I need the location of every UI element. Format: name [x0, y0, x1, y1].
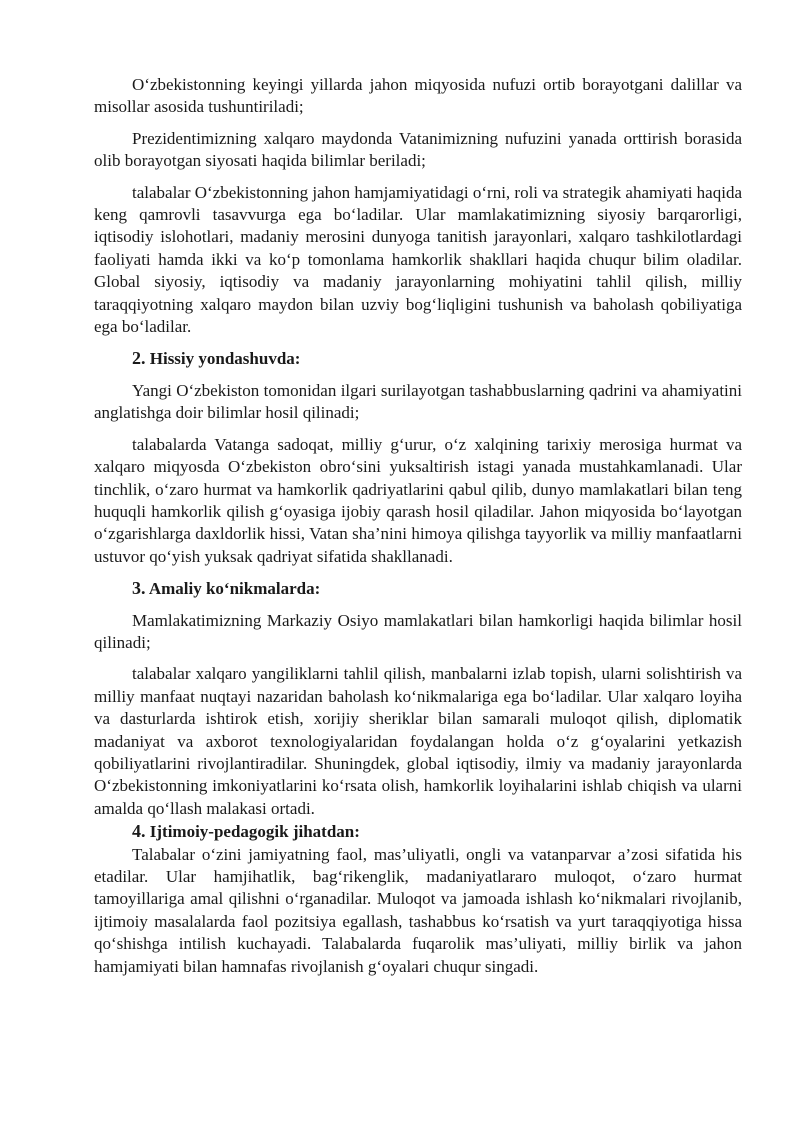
section-heading-social: [94, 820, 742, 843]
section-title: Ijtimoiy-pedagogik jihatdan:: [149, 822, 360, 842]
section-number: 4.: [132, 821, 146, 842]
paragraph-practical-1: Mamlakatimizning Markaziy Osiyo mamlakatlari bilan hamkorligi haqida bilimlar hosil qilinadi;: [94, 610, 742, 652]
section-heading-emotional: [94, 347, 742, 370]
paragraph-practical-2: talabalar xalqaro yangiliklarni tahlil qilish, manbalarni izlab topish, ularni solishtirish va milliy manfaat nuqtayi nazaridan baholash ko‘nikmalariga ega bo‘ladilar. Ular xalqaro loyiha va dasturlarda ishtirok etish, xorijiy sheriklar bilan samarali muloqot qilish, diplomatik madaniyat va axborot texnologiyalaridan foydalangan holda o‘z g‘oyalarini yetkazish qobiliyatlarini rivojlantiradilar. Shuningdek, global iqtisodiy, ilmiy va madaniy jarayonlarda O‘zbekistonning imkoniyatlarini ko‘rsata olish, hamkorlik loyihalarini ishlab chiqish va ularni amalda qo‘llash malakasi ortadi.: [94, 664, 742, 818]
paragraph-emotional-1: Yangi O‘zbekiston tomonidan ilgari surilayotgan tashabbuslarning qadrini va ahamiyatini anglatishga doir bilimlar hosil qilinadi;: [94, 380, 742, 423]
section-title: Amaliy ko‘nikmalarda:: [148, 579, 321, 599]
paragraph-intro-2: Prezidentimizning xalqaro maydonda Vatanimizning nufuzini yanada orttirish borasida olib borayotgan siyosati haqida bilimlar beriladi;: [94, 128, 742, 171]
paragraph-knowledge-outcome: talabalar O‘zbekistonning jahon hamjamiyatidagi o‘rni, roli va strategik ahamiyati haqida keng qamrovli tasavvurga ega bo‘ladilar. Ular mamlakatimizning siyosiy barqarorligi, iqtisodiy islohotlari, madaniy merosini dunyoga tanitish jarayonlari, xalqaro tashkilotlardagi faoliyati hamda ikki va ko‘p tomonlama hamkorlik shakllari haqida chuqur bilim oladilar. Global siyosiy, iqtisodiy va madaniy jarayonlarning mohiyatini tahlil qilish, milliy taraqqiyotning xalqaro maydon bilan uzviy bog‘liqligini tushunish va baholash qobiliyatiga ega bo‘ladilar.: [94, 182, 742, 337]
section-title: Hissiy yondashuvda:: [149, 349, 301, 369]
paragraph-intro-1: O‘zbekistonning keyingi yillarda jahon miqyosida nufuzi ortib borayotgani dalillar va misollar asosida tushuntiriladi;: [94, 75, 742, 117]
section-number: 3.: [132, 578, 146, 599]
section-number: 2.: [132, 348, 146, 369]
paragraph-emotional-2: talabalarda Vatanga sadoqat, milliy g‘urur, o‘z xalqining tarixiy merosiga hurmat va xalqaro miqyosda O‘zbekiston obro‘sini yuksaltirish istagi yanada mustahkamlanadi. Ular tinchlik, o‘zaro hurmat va hamkorlik qadriyatlarini qabul qilib, dunyo mamlakatlari bilan teng huquqli hamkorlik qilish g‘oyasiga ijobiy qarash hosil qiladilar. Jahon miqyosida bo‘layotgan o‘zgarishlarga daxldorlik hissi, Vatan sha’nini himoya qilishga tayyorlik va milliy manfaatlarni ustuvor qo‘yish yuksak qadriyat sifatida shakllanadi.: [94, 434, 742, 566]
paragraph-social: Talabalar o‘zini jamiyatning faol, mas’uliyatli, ongli va vatanparvar a’zosi sifatida his etadilar. Ular hamjihatlik, bag‘rikenglik, madaniyatlararo muloqot, o‘zaro hurmat tamoyillariga amal qilishni o‘rganadilar. Muloqot va jamoada ishlash ko‘nikmalari rivojlanib, ijtimoiy masalalarda faol pozitsiya egallash, tashabbus ko‘rsatish va yurt taraqqiyotiga hissa qo‘shishga intilish kuchayadi. Talabalarda fuqarolik mas’uliyati, milliy birlik va jahon hamjamiyati bilan hamnafas rivojlanish g‘oyalari chuqur singadi.: [94, 844, 742, 976]
section-heading-practical: [94, 577, 742, 600]
